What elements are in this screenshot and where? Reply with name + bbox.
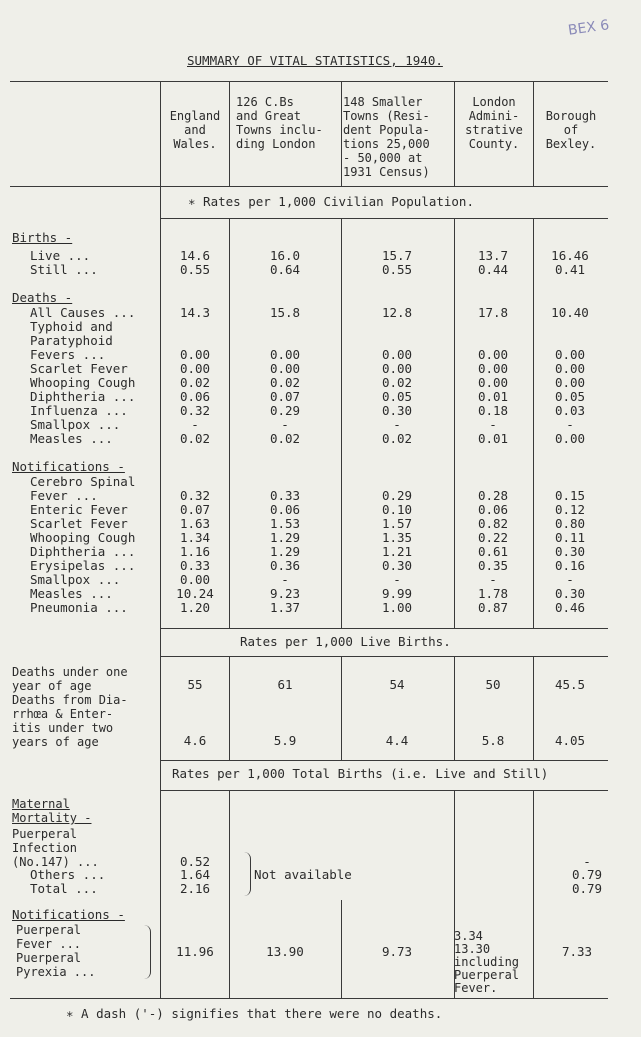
row-value: 0.07 bbox=[179, 502, 211, 517]
row-value: 0.36 bbox=[269, 558, 301, 573]
row-value: 0.00 bbox=[554, 431, 586, 446]
col-rule-4 bbox=[454, 81, 455, 187]
row-value: 0.05 bbox=[381, 389, 413, 404]
band-total-births: Rates per 1,000 Total Births (i.e. Live and Still) bbox=[172, 766, 549, 781]
row-value: - bbox=[566, 572, 574, 587]
row-value: 0.02 bbox=[179, 431, 211, 446]
top-rule bbox=[10, 81, 608, 82]
column-header-smaller-towns: 148 Smaller Towns (Resi- dent Popula- tions 25,000 - 50,000 at 1931 Census) bbox=[343, 95, 430, 179]
col-rule-3 bbox=[341, 81, 342, 187]
row-value: 0.06 bbox=[179, 389, 211, 404]
col-rule-3d bbox=[341, 900, 342, 998]
label-puerperal-fever-pyrexia: Puerperal Fever ... Puerperal Pyrexia ... bbox=[16, 923, 96, 979]
row-value: 0.55 bbox=[381, 262, 413, 277]
row-value: - bbox=[191, 417, 199, 432]
row-label: Paratyphoid bbox=[30, 333, 113, 348]
maternal-england-others: 1.64 bbox=[179, 867, 211, 882]
row-value: 12.8 bbox=[381, 305, 413, 320]
infant-value: 5.9 bbox=[273, 733, 297, 748]
row-value: 0.00 bbox=[554, 361, 586, 376]
row-value: 0.64 bbox=[269, 262, 301, 277]
row-label: Enteric Fever bbox=[30, 502, 128, 517]
row-value: 10.24 bbox=[176, 586, 214, 601]
label-deaths-diarrhoea: Deaths from Dia- rrhœa & Enter- itis under two years of age bbox=[12, 693, 128, 749]
row-label: Still ... bbox=[30, 262, 98, 277]
row-value: 0.02 bbox=[269, 375, 301, 390]
row-value: 1.78 bbox=[477, 586, 509, 601]
section-deaths: Deaths - bbox=[12, 290, 73, 305]
col-rule-3c bbox=[341, 656, 342, 760]
puerperal-london: 3.34 13.30 including Puerperal Fever. bbox=[454, 929, 520, 995]
row-label: Measles ... bbox=[30, 586, 113, 601]
row-value: 13.7 bbox=[477, 248, 509, 263]
row-label: Pneumonia ... bbox=[30, 600, 128, 615]
row-value: 0.00 bbox=[477, 361, 509, 376]
row-value: - bbox=[393, 572, 401, 587]
row-value: 15.7 bbox=[381, 248, 413, 263]
row-label: Erysipelas ... bbox=[30, 558, 136, 573]
row-value: 15.8 bbox=[269, 305, 301, 320]
row-value: 0.29 bbox=[269, 403, 301, 418]
puerperal-bexley: 7.33 bbox=[561, 944, 593, 959]
row-value: 0.02 bbox=[179, 375, 211, 390]
label-deaths-under-one: Deaths under one year of age bbox=[12, 665, 128, 693]
row-value: 0.32 bbox=[179, 488, 211, 503]
infant-value: 5.8 bbox=[481, 733, 505, 748]
footnote: ∗ A dash ('-) signifies that there were no deaths. bbox=[66, 1006, 443, 1021]
col-rule-5 bbox=[533, 81, 534, 187]
row-value: - bbox=[281, 417, 289, 432]
row-value: 0.30 bbox=[381, 558, 413, 573]
label-maternal-total: Total ... bbox=[30, 881, 98, 896]
row-value: 1.29 bbox=[269, 544, 301, 559]
row-value: 0.00 bbox=[381, 361, 413, 376]
infant-value: 61 bbox=[277, 677, 293, 692]
row-value: 0.16 bbox=[554, 558, 586, 573]
row-value: 0.22 bbox=[477, 530, 509, 545]
page-title: SUMMARY OF VITAL STATISTICS, 1940. bbox=[187, 53, 443, 68]
row-value: 1.37 bbox=[269, 600, 301, 615]
not-available-brace bbox=[244, 852, 251, 896]
infant-value: 4.6 bbox=[183, 733, 207, 748]
row-value: 1.29 bbox=[269, 530, 301, 545]
col-rule-3b bbox=[341, 218, 342, 628]
row-value: 0.18 bbox=[477, 403, 509, 418]
row-value: - bbox=[489, 572, 497, 587]
row-value: 9.23 bbox=[269, 586, 301, 601]
row-value: 0.12 bbox=[554, 502, 586, 517]
col-rule-2 bbox=[229, 81, 230, 187]
row-value: 1.20 bbox=[179, 600, 211, 615]
label-maternal-others: Others ... bbox=[30, 867, 106, 882]
row-value: 1.16 bbox=[179, 544, 211, 559]
bottom-rule bbox=[10, 998, 608, 999]
row-label: Scarlet Fever bbox=[30, 361, 128, 376]
row-label: Diphtheria ... bbox=[30, 544, 136, 559]
maternal-bexley-total: 0.79 bbox=[571, 881, 603, 896]
infant-value: 50 bbox=[485, 677, 501, 692]
infant-value: 4.4 bbox=[385, 733, 409, 748]
row-value: 16.46 bbox=[551, 248, 589, 263]
row-value: 0.80 bbox=[554, 516, 586, 531]
row-value: 0.00 bbox=[477, 375, 509, 390]
section-maternal-notifications: Notifications - bbox=[12, 907, 125, 922]
column-header-london: London Admini- strative County. bbox=[465, 95, 523, 151]
row-label: Live ... bbox=[30, 248, 91, 263]
row-value: 0.11 bbox=[554, 530, 586, 545]
row-value: 0.00 bbox=[381, 347, 413, 362]
row-value: 0.30 bbox=[554, 544, 586, 559]
band-live-births: Rates per 1,000 Live Births. bbox=[240, 634, 451, 649]
band2-top-rule bbox=[160, 628, 608, 629]
row-value: 0.07 bbox=[269, 389, 301, 404]
row-value: 0.00 bbox=[179, 347, 211, 362]
row-label: Measles ... bbox=[30, 431, 113, 446]
row-value: - bbox=[281, 572, 289, 587]
not-available-text: Not available bbox=[254, 867, 352, 882]
row-value: 0.00 bbox=[269, 347, 301, 362]
maternal-bexley-others: 0.79 bbox=[571, 867, 603, 882]
row-value: 1.63 bbox=[179, 516, 211, 531]
infant-value: 55 bbox=[187, 677, 203, 692]
row-value: 0.05 bbox=[554, 389, 586, 404]
row-value: 0.00 bbox=[179, 572, 211, 587]
row-label: Fever ... bbox=[30, 488, 98, 503]
band3-top-rule bbox=[160, 760, 608, 761]
row-value: 0.82 bbox=[477, 516, 509, 531]
section-maternal-mortality: Maternal Mortality - bbox=[12, 797, 92, 825]
section-births: Births - bbox=[12, 230, 73, 245]
row-label: Whooping Cough bbox=[30, 530, 136, 545]
row-value: 0.00 bbox=[554, 375, 586, 390]
puerperal-county-boroughs: 13.90 bbox=[266, 944, 304, 959]
row-value: 0.00 bbox=[179, 361, 211, 376]
row-value: 0.03 bbox=[554, 403, 586, 418]
row-value: 0.01 bbox=[477, 431, 509, 446]
row-label: Smallpox ... bbox=[30, 572, 121, 587]
section-notifications: Notifications - bbox=[12, 459, 125, 474]
row-value: 0.29 bbox=[381, 488, 413, 503]
row-value: 0.55 bbox=[179, 262, 211, 277]
row-value: - bbox=[393, 417, 401, 432]
label-puerperal-infection: Puerperal Infection (No.147) ... bbox=[12, 827, 99, 869]
header-bottom-rule bbox=[10, 186, 608, 187]
infant-value: 45.5 bbox=[554, 677, 586, 692]
column-header-bexley: Borough of Bexley. bbox=[545, 109, 597, 151]
row-label: Influenza ... bbox=[30, 403, 128, 418]
row-value: - bbox=[489, 417, 497, 432]
row-value: 0.30 bbox=[381, 403, 413, 418]
row-value: 0.10 bbox=[381, 502, 413, 517]
row-value: 9.99 bbox=[381, 586, 413, 601]
band1-bottom-rule bbox=[160, 218, 608, 219]
row-value: 1.35 bbox=[381, 530, 413, 545]
row-value: 0.35 bbox=[477, 558, 509, 573]
puerperal-england: 11.96 bbox=[176, 944, 214, 959]
row-value: 0.00 bbox=[477, 347, 509, 362]
row-label: Smallpox ... bbox=[30, 417, 121, 432]
row-label: Diphtheria ... bbox=[30, 389, 136, 404]
row-value: 10.40 bbox=[551, 305, 589, 320]
row-label: Cerebro Spinal bbox=[30, 474, 136, 489]
row-value: 1.21 bbox=[381, 544, 413, 559]
row-value: 14.6 bbox=[179, 248, 211, 263]
band-civilian-population: ∗ Rates per 1,000 Civilian Population. bbox=[188, 194, 474, 209]
row-value: 0.33 bbox=[269, 488, 301, 503]
row-label: Fevers ... bbox=[30, 347, 106, 362]
band3-bottom-rule bbox=[160, 790, 608, 791]
reference-mark: BEX 6 bbox=[567, 17, 611, 39]
row-value: 0.00 bbox=[554, 347, 586, 362]
row-value: 0.02 bbox=[269, 431, 301, 446]
row-value: 0.06 bbox=[269, 502, 301, 517]
row-value: 1.34 bbox=[179, 530, 211, 545]
row-value: 0.44 bbox=[477, 262, 509, 277]
column-header-county-boroughs: 126 C.Bs and Great Towns inclu- ding London bbox=[236, 95, 323, 151]
row-value: 0.46 bbox=[554, 600, 586, 615]
row-value: 1.00 bbox=[381, 600, 413, 615]
row-value: 0.28 bbox=[477, 488, 509, 503]
row-value: 0.02 bbox=[381, 431, 413, 446]
row-value: 0.30 bbox=[554, 586, 586, 601]
row-value: 0.06 bbox=[477, 502, 509, 517]
puerperal-smaller-towns: 9.73 bbox=[381, 944, 413, 959]
row-value: 17.8 bbox=[477, 305, 509, 320]
infant-value: 4.05 bbox=[554, 733, 586, 748]
row-value: 0.01 bbox=[477, 389, 509, 404]
row-label: All Causes ... bbox=[30, 305, 136, 320]
row-value: 0.02 bbox=[381, 375, 413, 390]
row-label: Whooping Cough bbox=[30, 375, 136, 390]
row-value: 0.87 bbox=[477, 600, 509, 615]
row-label: Scarlet Fever bbox=[30, 516, 128, 531]
column-header-england: England and Wales. bbox=[169, 109, 221, 151]
maternal-england-puerperal: 0.52 bbox=[179, 854, 211, 869]
row-value: 16.0 bbox=[269, 248, 301, 263]
row-value: 0.61 bbox=[477, 544, 509, 559]
maternal-bexley-puerperal: - bbox=[583, 854, 591, 869]
row-value: 0.41 bbox=[554, 262, 586, 277]
row-value: 1.57 bbox=[381, 516, 413, 531]
row-value: 0.15 bbox=[554, 488, 586, 503]
infant-value: 54 bbox=[389, 677, 405, 692]
row-value: - bbox=[566, 417, 574, 432]
row-value: 0.32 bbox=[179, 403, 211, 418]
row-value: 0.00 bbox=[269, 361, 301, 376]
row-label: Typhoid and bbox=[30, 319, 113, 334]
row-value: 14.3 bbox=[179, 305, 211, 320]
row-value: 0.33 bbox=[179, 558, 211, 573]
row-value: 1.53 bbox=[269, 516, 301, 531]
maternal-england-total: 2.16 bbox=[179, 881, 211, 896]
band2-bottom-rule bbox=[160, 656, 608, 657]
